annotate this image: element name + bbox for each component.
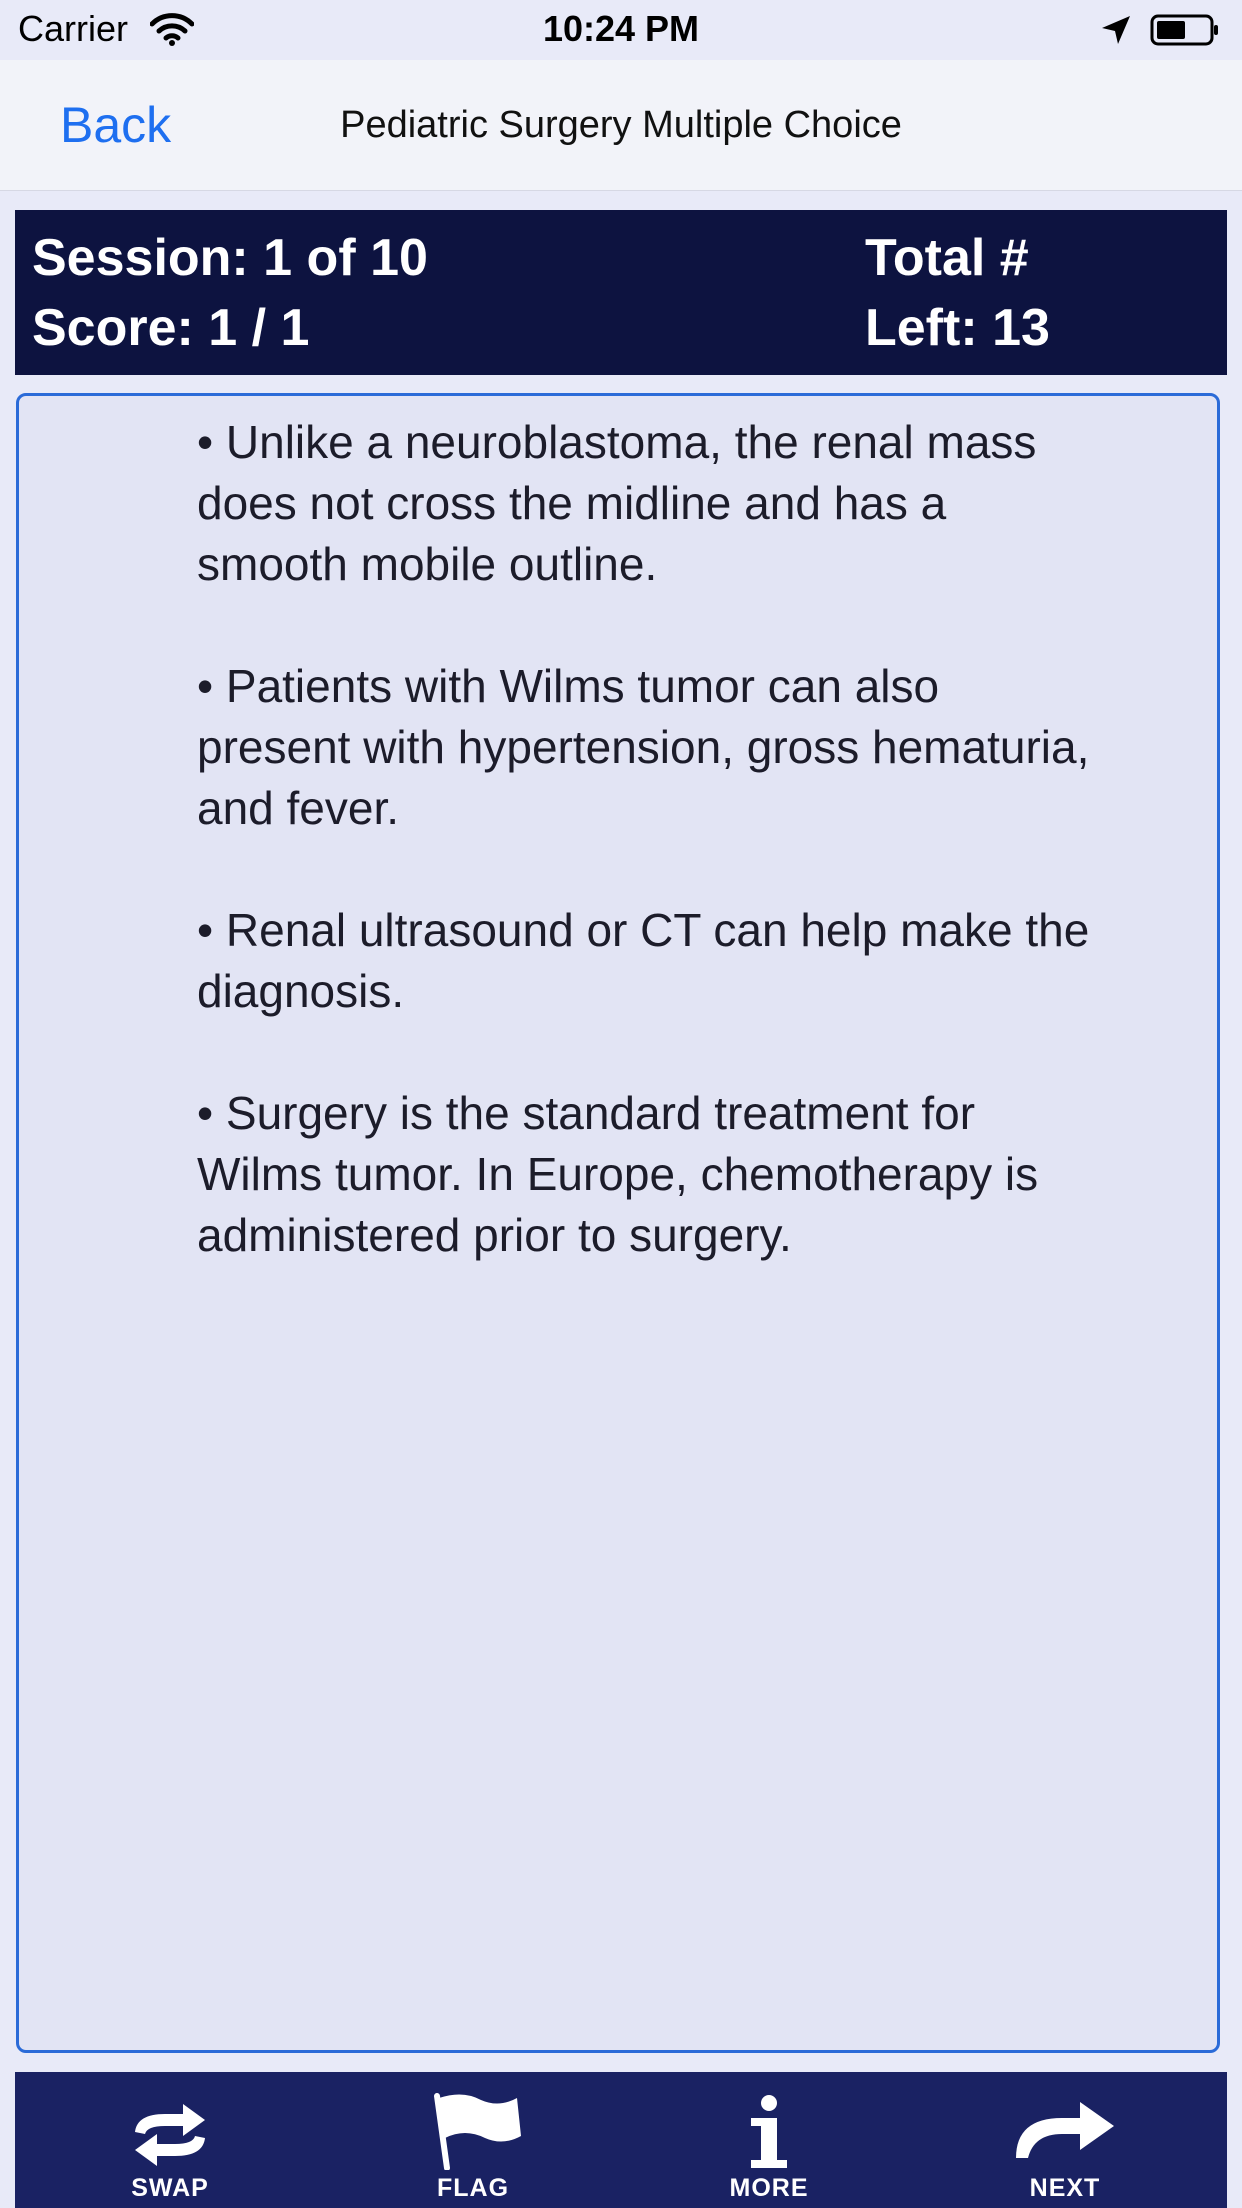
swap-icon	[125, 2100, 215, 2170]
status-bar	[0, 0, 1242, 60]
more-button[interactable]	[669, 2072, 869, 2208]
page-title: Pediatric Surgery Multiple Choice	[340, 104, 902, 146]
next-arrow-icon	[1010, 2096, 1120, 2166]
status-time: 10:24 PM	[542, 8, 700, 49]
explanation-paragraph: • Patients with Wilms tumor can also present with hypertension, gross hematuria, and fever.	[197, 660, 1090, 834]
swap-label: SWAP	[131, 2174, 209, 2202]
next-label: NEXT	[1029, 2174, 1101, 2202]
flag-button[interactable]	[373, 2072, 573, 2208]
swap-button[interactable]	[70, 2072, 270, 2208]
info-icon	[739, 2094, 799, 2170]
session-progress: Session: 1 of 10	[32, 229, 428, 287]
flag-icon	[423, 2090, 523, 2170]
battery-icon	[1150, 14, 1220, 46]
explanation-text	[197, 412, 1097, 1327]
next-button[interactable]	[965, 2072, 1165, 2208]
explanation-paragraph: • Surgery is the standard treatment for Wilms tumor. In Europe, chemotherapy is administered prior to surgery.	[197, 1087, 1039, 1261]
explanation-panel[interactable]	[16, 393, 1220, 2053]
nav-bar	[0, 60, 1242, 191]
back-button[interactable]: Back	[60, 97, 172, 153]
explanation-paragraph: • Renal ultrasound or CT can help make the diagnosis.	[197, 904, 1090, 1017]
carrier-label: Carrier	[18, 8, 129, 49]
more-label: MORE	[729, 2174, 809, 2202]
score-text: Score: 1 / 1	[32, 299, 310, 357]
left-count: Left: 13	[865, 299, 1050, 357]
explanation-paragraph: • Unlike a neuroblastoma, the renal mass does not cross the midline and has a smooth mobile outline.	[197, 416, 1037, 590]
bottom-toolbar	[15, 2072, 1227, 2208]
flag-label: FLAG	[436, 2174, 510, 2202]
location-arrow-icon	[1100, 14, 1132, 46]
total-label: Total #	[865, 229, 1029, 287]
session-header	[15, 210, 1227, 375]
